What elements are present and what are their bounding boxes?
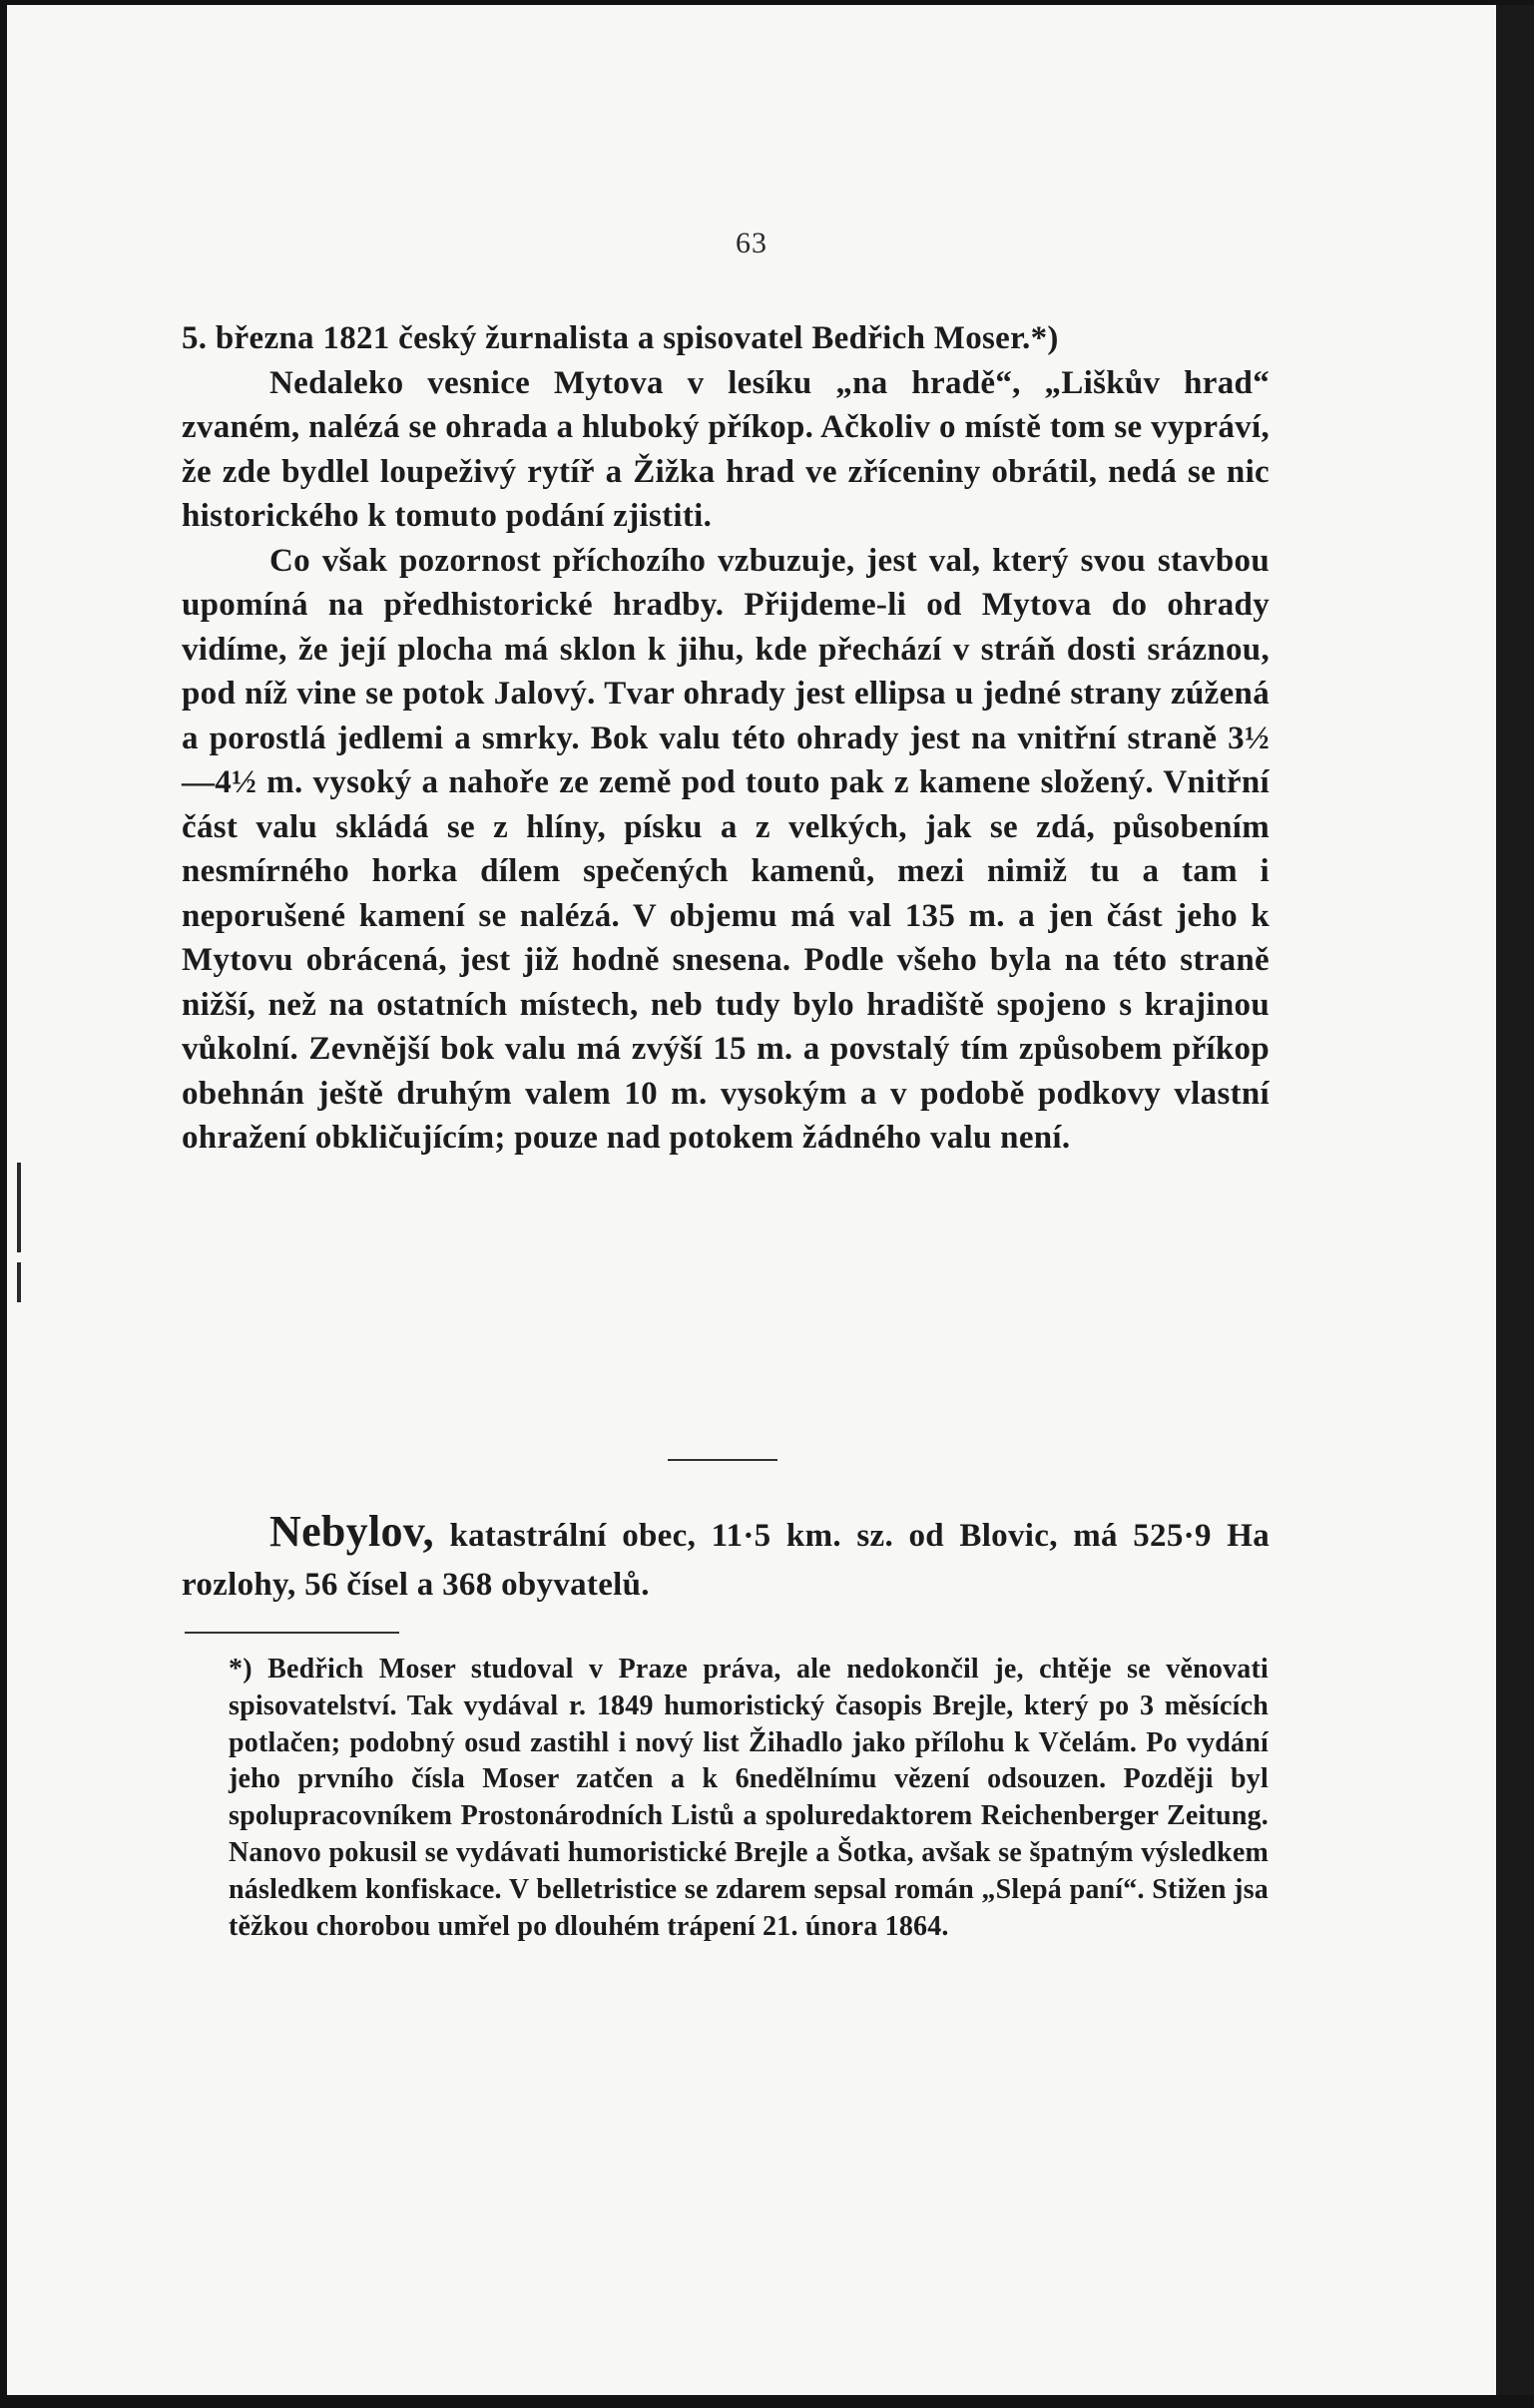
page-number: 63 bbox=[736, 227, 767, 259]
scan-edge bbox=[1496, 5, 1534, 2395]
paragraph-3: Co však pozornost příchozího vzbuzuje, jest val, který svou stavbou upomíná na předhistorické hradby. Přijdeme-li od Mytova do ohrady vidíme, že její plocha má sklon k jihu, kde přechází v stráň dosti sráznou, pod níž vine se potok Jalový. Tvar ohrady jest ellipsa u jedné strany zúžená a porostlá jedlemi a smrky. Bok valu této ohrady jest na vnitřní straně 3½—4½ m. vysoký a nahoře ze země pod touto pak z kamene složený. Vnitřní část valu skládá se z hlíny, písku a z velkých, jak se zdá, působením nesmírného horka dílem spečených kamenů, mezi nimiž tu a tam i neporušené kamení se nalézá. V objemu má val 135 m. a jen část jeho k Mytovu obrácená, jest již hodně snesena. Podle všeho byla na této straně nižší, než na ostatních místech, neb tudy bylo hradiště spojeno s krajinou vůkolní. Zevnější bok valu má zvýší 15 m. a povstalý tím způsobem příkop obehnán ještě druhým valem 10 m. vysokým a v podobě podkovy vlastní ohražení obkličujícím; pouze nad potokem žádného valu není. bbox=[182, 542, 1270, 1156]
book-page bbox=[7, 5, 1499, 2395]
footnote-text: *) Bedřich Moser studoval v Praze práva, ale nedokončil je, chtěje se věnovati spisovatelství. Tak vydával r. 1849 humoristický časopis Brejle, který po 3 měsících potlačen; podobný osud zastihl i nový list Žihadlo jako přílohu k Včelám. Po vydání jeho prvního čísla Moser zatčen a k 6nedělnímu vězení odsouzen. Později byl spolupracovníkem Prostonárodních Listů a spoluredaktorem Reichenberger Zeitung. Nanovo pokusil se vydávati humoristické Brejle a Šotka, avšak se špatným výsledkem následkem konfiskace. V belletristice se zdarem sepsal román „Slepá paní“. Stižen jsa těžkou chorobou umřel po dlouhém trápení 21. února 1864. bbox=[229, 1654, 1269, 1942]
binding-mark bbox=[17, 1163, 21, 1252]
main-text bbox=[182, 316, 1270, 1161]
paragraph-1: 5. března 1821 český žurnalista a spisovatel Bedřich Moser.*) bbox=[182, 320, 1059, 356]
gazetteer-entry bbox=[182, 1507, 1270, 1610]
entry-headword: Nebylov, bbox=[269, 1507, 434, 1556]
footnote bbox=[229, 1652, 1269, 1945]
paragraph-2: Nedaleko vesnice Mytova v lesíku „na hradě“, „Liškův hrad“ zvaném, nalézá se ohrada a hluboký příkop. Ačkoliv o místě tom se vypráví, že zde bydlel loupeživý rytíř a Žižka hrad ve zříceniny obrátil, nedá se nic historického k tomuto podání zjistiti. bbox=[182, 364, 1270, 534]
binding-mark bbox=[17, 1262, 21, 1302]
footnote-divider bbox=[185, 1632, 399, 1634]
entry-paragraph bbox=[182, 1507, 1270, 1610]
entry-text: katastrální obec, 11·5 km. sz. od Blovic, má 525·9 Ha rozlohy, 56 čísel a 368 obyvatelů. bbox=[182, 1518, 1270, 1603]
section-divider bbox=[668, 1459, 777, 1461]
